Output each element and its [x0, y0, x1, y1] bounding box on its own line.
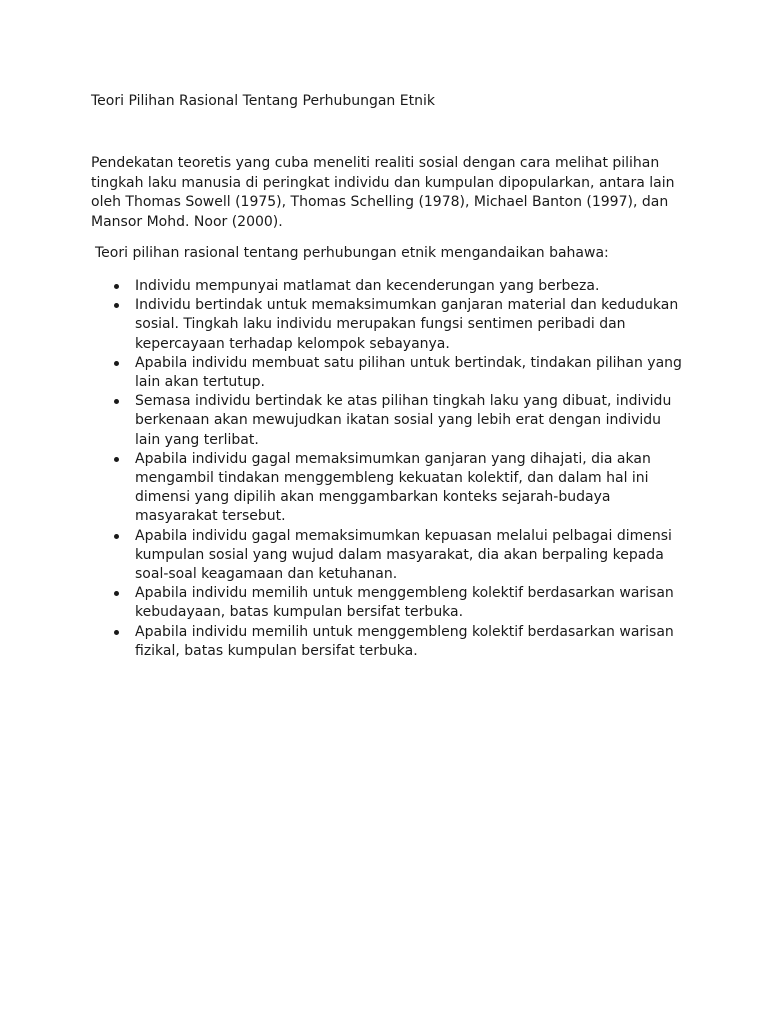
intro-line: oleh Thomas Sowell (1975), Thomas Schelling (1978), Michael Banton (1997), dan: [91, 194, 669, 210]
bullet-text-line: fizikal, batas kumpulan bersifat terbuka.: [135, 642, 418, 659]
bullet-dot-icon: [114, 284, 119, 289]
bullet-dot-icon: [114, 591, 119, 596]
bullet-item: [112, 584, 692, 622]
bullet-text-line: Apabila individu memilih untuk menggembleng kolektif berdasarkan warisan: [135, 623, 674, 640]
bullet-text-line: soal-soal keagamaan dan ketuhanan.: [135, 566, 398, 583]
bullet-text-line: Apabila individu gagal memaksimumkan kepuasan melalui pelbagai dimensi: [135, 527, 672, 544]
bullet-text-line: kepercayaan terhadap kelompok sebayanya.: [135, 335, 450, 352]
bullet-text-line: berkenaan akan mewujudkan ikatan sosial yang lebih erat dengan individu: [135, 412, 662, 429]
bullet-item: [112, 392, 692, 450]
bullet-item: [112, 277, 692, 296]
bullet-dot-icon: [114, 457, 119, 462]
bullet-text-line: Apabila individu memilih untuk menggembleng kolektif berdasarkan warisan: [135, 585, 674, 602]
intro-line: Pendekatan teoretis yang cuba meneliti realiti sosial dengan cara melihat pilihan: [91, 155, 660, 171]
bullet-text-line: lain akan tertutup.: [135, 374, 265, 391]
bullet-dot-icon: [114, 399, 119, 404]
bullet-item: [112, 623, 692, 661]
bullet-text-line: masyarakat tersebut.: [135, 508, 286, 525]
bullet-text-line: Semasa individu bertindak ke atas pilihan tingkah laku yang dibuat, individu: [135, 393, 672, 410]
bullet-dot-icon: [114, 361, 119, 366]
intro-paragraph: [91, 154, 691, 232]
bullet-dot-icon: [114, 303, 119, 308]
bullet-item: [112, 296, 692, 354]
bullet-item: [112, 450, 692, 527]
bullet-text-line: Individu mempunyai matlamat dan kecenderungan yang berbeza.: [135, 278, 600, 294]
bullet-text-line: Apabila individu gagal memaksimumkan ganjaran yang dihajati, dia akan: [135, 450, 651, 467]
bullet-text-line: dimensi yang dipilih akan menggambarkan konteks sejarah-budaya: [135, 489, 611, 506]
bullet-dot-icon: [114, 534, 119, 539]
bullet-item: [112, 354, 692, 392]
document-title: Teori Pilihan Rasional Tentang Perhubungan Etnik: [91, 93, 435, 109]
bullet-dot-icon: [114, 630, 119, 635]
bullet-text-line: lain yang terlibat.: [135, 431, 259, 448]
intro-line: tingkah laku manusia di peringkat individu dan kumpulan dipopularkan, antara lain: [91, 174, 675, 191]
bullet-text-line: kumpulan sosial yang wujud dalam masyarakat, dia akan berpaling kepada: [135, 546, 664, 563]
bullet-text-line: kebudayaan, batas kumpulan bersifat terbuka.: [135, 604, 464, 621]
intro-line: Mansor Mohd. Noor (2000).: [91, 213, 283, 230]
bullet-text-line: mengambil tindakan menggembleng kekuatan kolektif, dan dalam hal ini: [135, 470, 649, 487]
bullet-text-line: sosial. Tingkah laku individu merupakan fungsi sentimen peribadi dan: [135, 316, 626, 333]
bullet-text-line: Individu bertindak untuk memaksimumkan ganjaran material dan kedudukan: [135, 297, 679, 314]
bullet-text-line: Apabila individu membuat satu pilihan untuk bertindak, tindakan pilihan yang: [135, 354, 682, 371]
bullet-item: [112, 527, 692, 585]
lead-sentence: Teori pilihan rasional tentang perhubungan etnik mengandaikan bahawa:: [95, 245, 609, 261]
bullet-list: [112, 277, 692, 661]
